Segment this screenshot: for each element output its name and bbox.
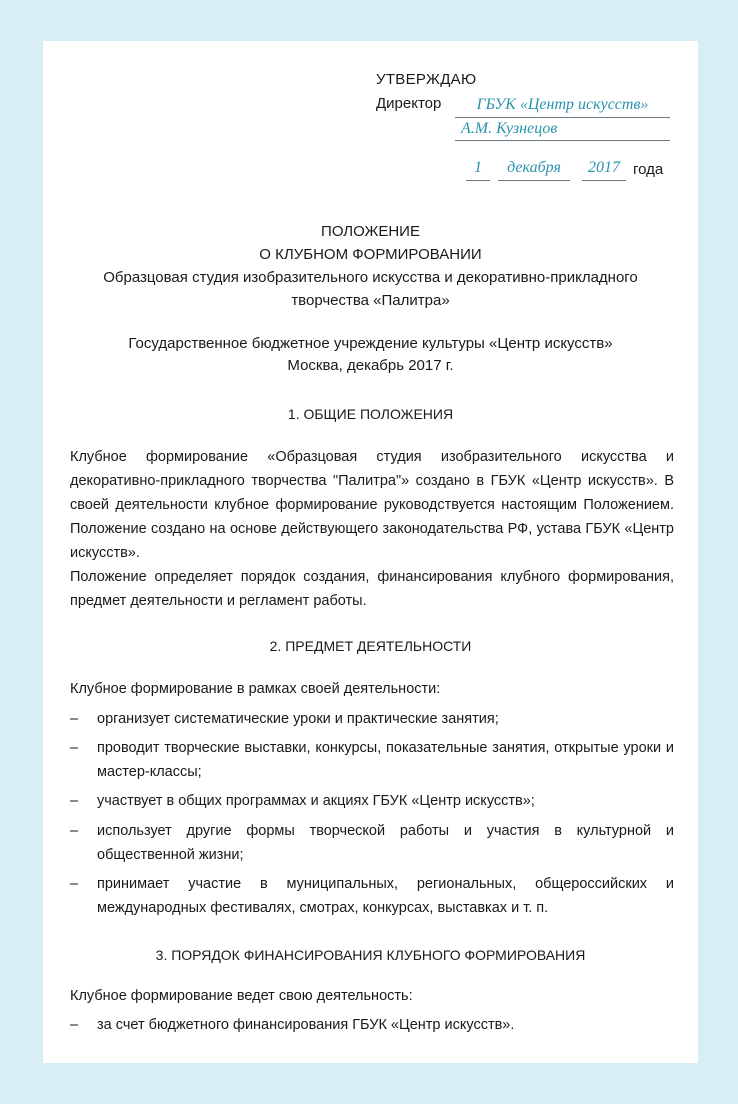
- date-month: декабря: [498, 159, 570, 181]
- list-item-text: принимает участие в муниципальных, региональных, общероссийских и международных фестивалях, смотрах, конкурсах, выставках и т. п.: [97, 876, 674, 916]
- list-dash: –: [70, 876, 79, 892]
- institution-name: Государственное бюджетное учреждение культуры «Центр искусств»: [128, 335, 613, 352]
- list-dash: –: [70, 793, 79, 809]
- list-item-text: за счет бюджетного финансирования ГБУК «Центр искусств».: [97, 1017, 515, 1033]
- director-label: Директор: [376, 95, 442, 112]
- approval-block: [376, 71, 676, 183]
- list-item-text: организует систематические уроки и практические занятия;: [97, 711, 499, 727]
- doc-subtitle-line1: Образцовая студия изобразительного искусства и декоративно-прикладного: [103, 269, 638, 286]
- approval-title: УТВЕРЖДАЮ: [376, 71, 477, 88]
- doc-subtitle-line2: творчества «Палитра»: [291, 292, 450, 309]
- date-day: 1: [466, 159, 490, 181]
- place-date: Москва, декабрь 2017 г.: [287, 357, 454, 374]
- doc-title-line2: О КЛУБНОМ ФОРМИРОВАНИИ: [259, 246, 482, 263]
- list-dash: –: [70, 740, 79, 756]
- signatory-handwritten: А.М. Кузнецов: [455, 120, 670, 141]
- organization-handwritten: ГБУК «Центр искусств»: [455, 96, 670, 118]
- list-dash: –: [70, 711, 79, 727]
- doc-title-line1: ПОЛОЖЕНИЕ: [321, 223, 420, 240]
- section1-paragraph2: Положение определяет порядок создания, финансирования клубного формирования, предмет деятельности и регламент работы.: [70, 569, 674, 609]
- year-suffix: года: [633, 161, 664, 178]
- list-item-text: проводит творческие выставки, конкурсы, показательные занятия, открытые уроки и мастер-классы;: [97, 740, 674, 780]
- list-item-text: участвует в общих программах и акциях ГБУК «Центр искусств»;: [97, 793, 535, 809]
- list-dash: –: [70, 823, 79, 839]
- document-page: [43, 41, 698, 1063]
- date-year: 2017: [582, 159, 626, 181]
- section3-title: 3. ПОРЯДОК ФИНАНСИРОВАНИЯ КЛУБНОГО ФОРМИРОВАНИЯ: [155, 947, 586, 963]
- list-dash: –: [70, 1017, 79, 1033]
- section1-paragraph1: Клубное формирование «Образцовая студия изобразительного искусства и декоративно-прикладного творчества "Палитра"» создано в ГБУК «Центр искусств». В своей деятельности клубное формирование руководствуется настоящим Положением. Положение создано на основе действующего законодательства РФ, устава ГБУК «Центр искусств».: [70, 449, 674, 561]
- section2-intro: Клубное формирование в рамках своей деятельности:: [70, 681, 441, 697]
- section2-title: 2. ПРЕДМЕТ ДЕЯТЕЛЬНОСТИ: [269, 638, 472, 654]
- list-item-text: использует другие формы творческой работы и участия в культурной и общественной жизни;: [97, 823, 674, 863]
- section1-title: 1. ОБЩИЕ ПОЛОЖЕНИЯ: [287, 406, 454, 422]
- section3-intro: Клубное формирование ведет свою деятельность:: [70, 988, 413, 1004]
